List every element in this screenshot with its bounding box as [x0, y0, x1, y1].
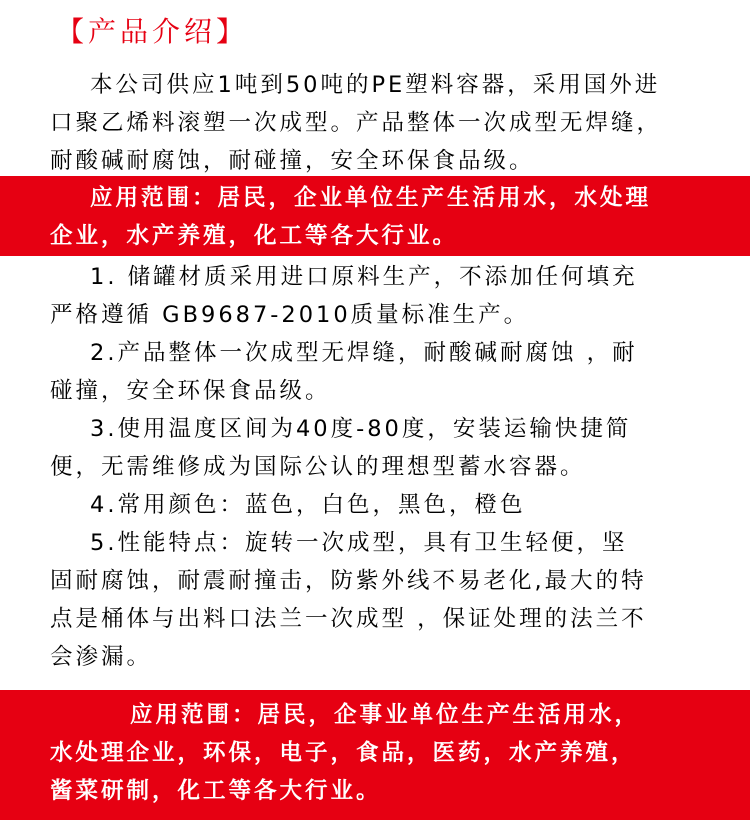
feature-1-line-1: 1. 储罐材质采用进口原料生产，不添加任何填充	[90, 264, 638, 290]
feature-list	[50, 258, 730, 676]
feature-2-line-1: 2.产品整体一次成型无焊缝，耐酸碱耐腐蚀 ，耐	[90, 340, 638, 366]
feature-3-line-2: 便，无需维修成为国际公认的理想型蓄水容器。	[50, 454, 586, 480]
band2-line-3: 酱菜研制，化工等各大行业。	[50, 778, 382, 804]
feature-2-line-2: 碰撞，安全环保食品级。	[50, 378, 331, 404]
intro-line-1: 本公司供应1吨到50吨的PE塑料容器，采用国外进	[90, 72, 661, 98]
section-heading: 【产品介绍】	[56, 15, 249, 48]
feature-5-line-1: 5.性能特点：旋转一次成型，具有卫生轻便，坚	[90, 530, 628, 556]
application-scope-text-2	[50, 690, 730, 810]
feature-4-line-1: 4.常用颜色：蓝色，白色，黑色，橙色	[90, 492, 526, 518]
intro-line-3: 耐酸碱耐腐蚀，耐碰撞，安全环保食品级。	[50, 148, 535, 174]
feature-3-line-1: 3.使用温度区间为40度-80度，安装运输快捷简	[90, 416, 632, 442]
band1-line-2: 企业，水产养殖，化工等各大行业。	[50, 223, 459, 249]
intro-line-2: 口聚乙烯料滚塑一次成型。产品整体一次成型无焊缝，	[50, 110, 663, 136]
application-scope-text-1	[50, 176, 730, 255]
feature-5-line-2: 固耐腐蚀，耐震耐撞击，防紫外线不易老化,最大的特	[50, 568, 647, 594]
feature-5-line-3: 点是桶体与出料口法兰一次成型 ，保证处理的法兰不	[50, 606, 647, 632]
band2-line-1: 应用范围：居民，企事业单位生产生活用水，	[130, 702, 641, 728]
feature-1-line-2: 严格遵循 GB9687-2010质量标准生产。	[50, 302, 530, 328]
feature-5-line-4: 会渗漏。	[50, 644, 153, 670]
band2-line-2: 水处理企业，环保，电子，食品，医药，水产养殖，	[50, 740, 637, 766]
intro-paragraph	[50, 66, 730, 180]
application-scope-band-1	[0, 176, 750, 256]
band1-line-1: 应用范围：居民，企业单位生产生活用水，水处理	[90, 185, 652, 211]
application-scope-band-2	[0, 690, 750, 820]
